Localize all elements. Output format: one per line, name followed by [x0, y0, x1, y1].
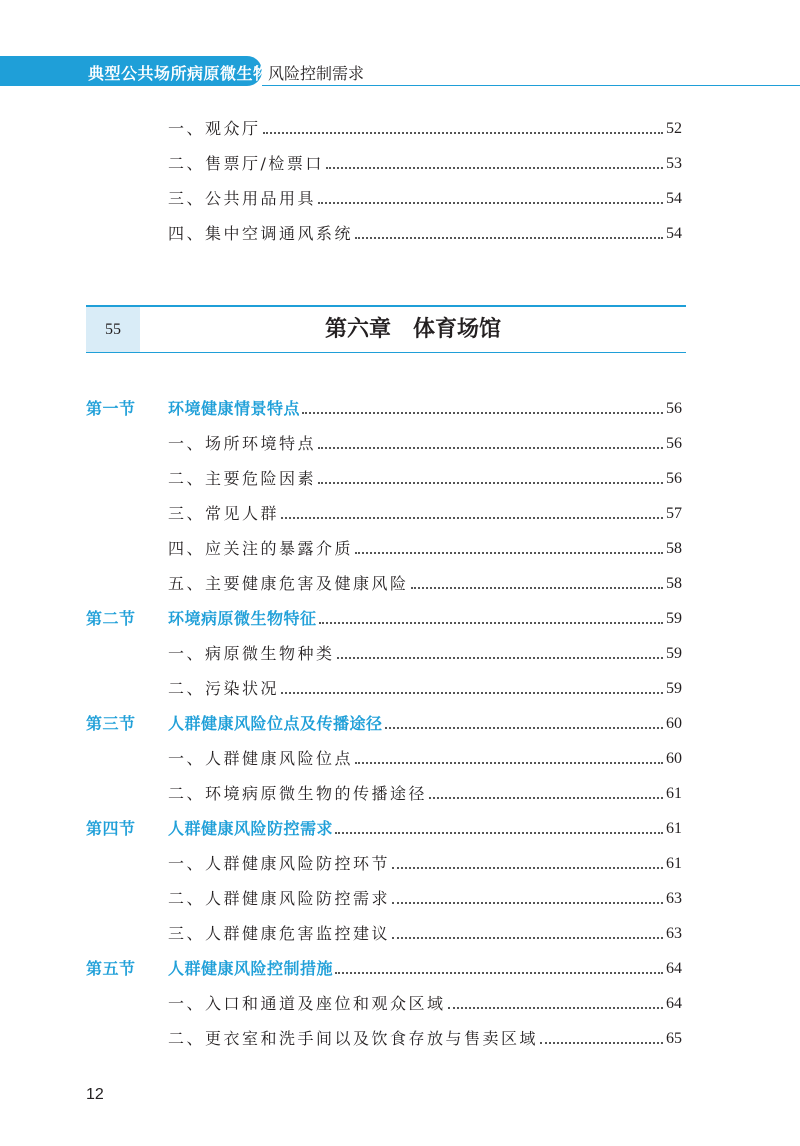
- dot-leader: [302, 412, 663, 414]
- toc-entry-page: 58: [666, 540, 682, 557]
- toc-entry[interactable]: [0, 218, 800, 250]
- dot-leader: [337, 657, 663, 659]
- toc-entry-label: 一、人群健康风险防控环节: [168, 854, 391, 873]
- toc-entry[interactable]: [0, 568, 800, 600]
- toc-entry-label: 一、病原微生物种类: [168, 644, 335, 663]
- toc-entry[interactable]: [0, 113, 800, 145]
- toc-entry[interactable]: [0, 638, 800, 670]
- header-rule: [262, 85, 800, 86]
- dot-leader: [392, 867, 663, 869]
- dot-leader: [392, 902, 663, 904]
- section-title: 人群健康风险防控需求: [168, 819, 334, 838]
- section-page: 64: [666, 960, 682, 977]
- toc-entry-label: 二、污染状况: [168, 679, 280, 698]
- toc-entry-label: 二、更衣室和洗手间以及饮食存放与售卖区域: [168, 1029, 539, 1048]
- toc-entry[interactable]: [0, 778, 800, 810]
- section-title: 人群健康风险控制措施: [168, 959, 334, 978]
- toc-entry-label: 三、公共用品用具: [168, 189, 317, 208]
- toc-entry-page: 52: [666, 120, 682, 137]
- toc-entry-page: 64: [666, 995, 682, 1012]
- section-number: 第三节: [86, 714, 136, 733]
- dot-leader: [411, 587, 663, 589]
- running-header: [0, 56, 800, 86]
- toc-entry[interactable]: [0, 743, 800, 775]
- page-number: 12: [86, 1086, 104, 1103]
- toc-entry-label: 一、观众厅: [168, 119, 261, 138]
- toc-entry-page: 59: [666, 645, 682, 662]
- section-page: 61: [666, 820, 682, 837]
- dot-leader: [392, 937, 663, 939]
- dot-leader: [318, 202, 663, 204]
- toc-entry-page: 54: [666, 225, 682, 242]
- toc-entry[interactable]: [0, 1023, 800, 1055]
- toc-entry[interactable]: [0, 988, 800, 1020]
- toc-entry-label: 四、应关注的暴露介质: [168, 539, 354, 558]
- toc-entry-label: 四、集中空调通风系统: [168, 224, 354, 243]
- dot-leader: [335, 972, 663, 974]
- toc-entry[interactable]: [0, 463, 800, 495]
- dot-leader: [281, 517, 663, 519]
- toc-entry-page: 60: [666, 750, 682, 767]
- chapter-title: 第六章 体育场馆: [324, 316, 501, 342]
- section-number: 第四节: [86, 819, 136, 838]
- toc-entry-page: 63: [666, 925, 682, 942]
- dot-leader: [355, 237, 663, 239]
- toc-entry[interactable]: [0, 848, 800, 880]
- toc-section[interactable]: [0, 953, 800, 985]
- toc-entry-page: 57: [666, 505, 682, 522]
- toc-entry-page: 56: [666, 435, 682, 452]
- toc-entry-page: 59: [666, 680, 682, 697]
- section-page: 56: [666, 400, 682, 417]
- toc-section[interactable]: [0, 393, 800, 425]
- section-title: 环境病原微生物特征: [168, 609, 317, 628]
- toc-section[interactable]: [0, 708, 800, 740]
- toc-entry-page: 61: [666, 855, 682, 872]
- dot-leader: [326, 167, 663, 169]
- dot-leader: [540, 1042, 663, 1044]
- dot-leader: [385, 727, 663, 729]
- dot-leader: [263, 132, 663, 134]
- dot-leader: [281, 692, 663, 694]
- dot-leader: [335, 832, 663, 834]
- toc-entry[interactable]: [0, 918, 800, 950]
- section-title: 人群健康风险位点及传播途径: [168, 714, 383, 733]
- dot-leader: [318, 482, 663, 484]
- header-title: 典型公共场所病原微生物: [88, 64, 270, 83]
- toc-entry-label: 二、主要危险因素: [168, 469, 317, 488]
- header-subtitle: 风险控制需求: [268, 64, 365, 83]
- toc-section[interactable]: [0, 603, 800, 635]
- section-number: 第二节: [86, 609, 136, 628]
- toc-entry[interactable]: [0, 148, 800, 180]
- dot-leader: [429, 797, 663, 799]
- chapter-bottom-rule: [86, 352, 686, 353]
- toc-entry-label: 一、场所环境特点: [168, 434, 317, 453]
- toc-entry-page: 56: [666, 470, 682, 487]
- toc-entry-page: 63: [666, 890, 682, 907]
- dot-leader: [355, 762, 663, 764]
- toc-entry[interactable]: [0, 883, 800, 915]
- dot-leader: [318, 447, 663, 449]
- chapter-heading[interactable]: [86, 305, 686, 353]
- toc-entry-page: 54: [666, 190, 682, 207]
- toc-entry-label: 一、入口和通道及座位和观众区域: [168, 994, 446, 1013]
- dot-leader: [448, 1007, 663, 1009]
- toc-entry-label: 一、人群健康风险位点: [168, 749, 354, 768]
- chapter-page: 55: [105, 321, 121, 338]
- dot-leader: [319, 622, 663, 624]
- toc-entry-label: 五、主要健康危害及健康风险: [168, 574, 409, 593]
- toc-section[interactable]: [0, 813, 800, 845]
- toc-entry[interactable]: [0, 533, 800, 565]
- toc-entry-page: 58: [666, 575, 682, 592]
- toc-entry[interactable]: [0, 673, 800, 705]
- toc-entry-label: 二、售票厅/检票口: [168, 154, 324, 173]
- toc-entry[interactable]: [0, 428, 800, 460]
- toc-entry-label: 三、人群健康危害监控建议: [168, 924, 391, 943]
- toc-entry[interactable]: [0, 498, 800, 530]
- section-number: 第五节: [86, 959, 136, 978]
- toc-entry-label: 二、人群健康风险防控需求: [168, 889, 391, 908]
- toc-entry-page: 65: [666, 1030, 682, 1047]
- section-number: 第一节: [86, 399, 136, 418]
- section-page: 60: [666, 715, 682, 732]
- toc-entry[interactable]: [0, 183, 800, 215]
- toc-entry-page: 53: [666, 155, 682, 172]
- toc-entry-label: 三、常见人群: [168, 504, 280, 523]
- section-page: 59: [666, 610, 682, 627]
- section-title: 环境健康情景特点: [168, 399, 301, 418]
- dot-leader: [355, 552, 663, 554]
- toc-entry-label: 二、环境病原微生物的传播途径: [168, 784, 428, 803]
- toc-entry-page: 61: [666, 785, 682, 802]
